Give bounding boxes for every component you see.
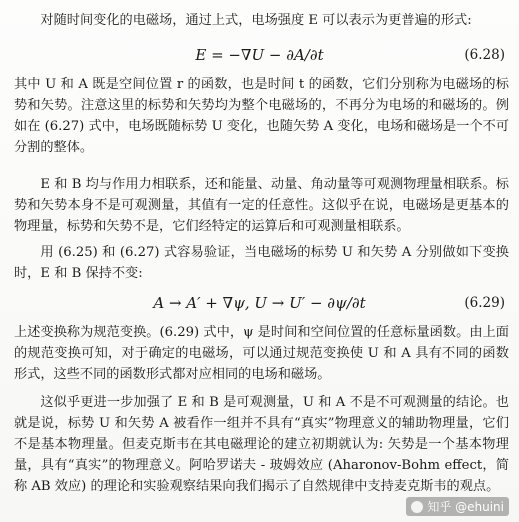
- equation-6-29: [0, 288, 519, 318]
- equation-6-28-number: (6.28): [464, 47, 505, 63]
- zhihu-logo-icon: [411, 501, 423, 513]
- equation-6-29-body: A → A′ + ∇ψ, U → U′ − ∂ψ/∂t: [153, 294, 366, 312]
- paragraph-1: 对随时间变化的电磁场，通过上式，电场强度 E 可以表示为更普遍的形式:: [40, 13, 472, 28]
- watermark-text: 知乎 @ehuini: [427, 500, 504, 514]
- paragraph-2: 其中 U 和 A 既是空间位置 r 的函数，也是时间 t 的函数，它们分别称为电磁场的标势和矢势。注意这里的标势和矢势均为整个电磁场的，不再分为电场的和磁场的。例如在 (6.27) 式中，电场既随标势 U 变化，也随矢势 A 变化，电场和磁场是一个不可分割的整体。: [14, 77, 509, 155]
- paragraph-3: E 和 B 均与作用力相联系，还和能量、动量、角动量等可观测物理量相联系。标势和矢势本身不是可观测量，其值有一定的任意性。这似乎在说，电磁场是更基本的物理量，标势和矢势不是，它们经特定的运算后和可观测量相联系。: [14, 177, 509, 234]
- equation-6-29-number: (6.29): [464, 295, 505, 311]
- paragraph-6: 这似乎更进一步加强了 E 和 B 是可观测量，U 和 A 不是不可观测量的结论。也就是说，标势 U 和矢势 A 被看作一组并不具有“真实”物理意义的辅助物理量，它们不是基本物理量。但麦克斯韦在其电磁理论的建立初期就认为: 矢势是一个基本物理量，具有“真实”的物理意义。阿哈罗诺夫 - 玻姆效应 (Aharonov-Bohm effect，简称 AB 效应) 的理论和实验观察结果向我们揭示了自然规律中支持麦克斯韦的观点。: [14, 395, 509, 494]
- paragraph-5: 上述变换称为规范变换。(6.29) 式中，ψ 是时间和空间位置的任意标量函数。由上面的规范变换可知，对于确定的电磁场，可以通过规范变换使 U 和 A 具有不同的函数形式，这些不同的函数形式都对应相同的电场和磁场。: [14, 325, 509, 382]
- equation-6-28: [0, 40, 519, 70]
- watermark: [406, 497, 509, 516]
- paragraph-4: 用 (6.25) 和 (6.27) 式容易验证，当电磁场的标势 U 和矢势 A 分别做如下变换时，E 和 B 保持不变:: [14, 245, 509, 281]
- equation-6-28-body: E = −∇U − ∂A/∂t: [195, 46, 324, 64]
